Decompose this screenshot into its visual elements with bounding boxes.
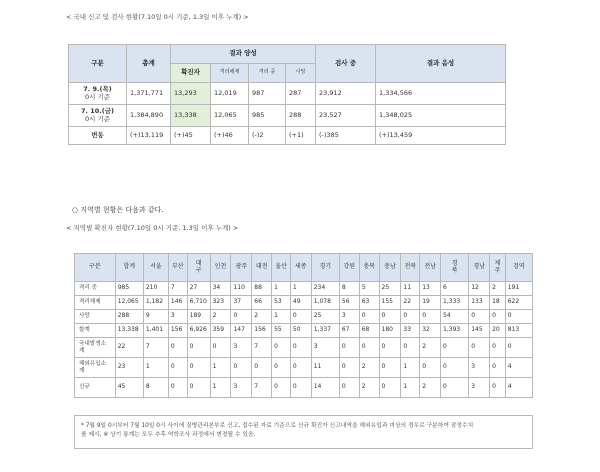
footnote bbox=[74, 415, 533, 449]
table-cell: 67 bbox=[339, 324, 359, 338]
table-cell: 0 bbox=[505, 310, 532, 324]
table-cell: 32 bbox=[420, 324, 441, 338]
cell-total: 1,384,890 bbox=[127, 105, 171, 127]
header-gubun: 구분 bbox=[69, 45, 127, 83]
cell-total: (+)13,119 bbox=[127, 127, 171, 145]
table-cell: 210 bbox=[143, 282, 168, 296]
table-cell: 0 bbox=[490, 310, 506, 324]
table-row bbox=[69, 83, 506, 105]
table-cell: 4 bbox=[505, 378, 532, 398]
table-cell: 156 bbox=[252, 324, 272, 338]
column-header: 세종 bbox=[290, 254, 311, 282]
table-cell: 2 bbox=[210, 310, 231, 324]
cell-testing: 23,527 bbox=[316, 105, 376, 127]
row-label: 격리 중 bbox=[75, 282, 116, 296]
national-status-heading: < 국내 신고 및 검사 현황(7.10일 0시 기준, 1.3일 이후 누계) > bbox=[66, 13, 249, 21]
header-positive: 결과 양성 bbox=[171, 45, 316, 64]
table-cell: 813 bbox=[505, 324, 532, 338]
table-cell: 66 bbox=[252, 296, 272, 310]
table-cell: 1 bbox=[210, 378, 231, 398]
table-cell: 1 bbox=[210, 358, 231, 378]
table-cell: 0 bbox=[168, 338, 187, 358]
row-label: 사망 bbox=[75, 310, 116, 324]
table-cell: 1 bbox=[401, 378, 420, 398]
table-cell: 1 bbox=[290, 282, 311, 296]
column-header: 검역 bbox=[505, 254, 532, 282]
table-cell: 0 bbox=[290, 378, 311, 398]
table-cell: 56 bbox=[339, 296, 359, 310]
table-cell: 2 bbox=[490, 282, 506, 296]
header-testing: 검사 중 bbox=[316, 45, 376, 83]
table-cell: 2 bbox=[420, 378, 441, 398]
table-cell: 3 bbox=[339, 310, 359, 324]
table-cell: 5 bbox=[359, 282, 379, 296]
table-cell: 25 bbox=[311, 310, 339, 324]
column-header: 합계 bbox=[115, 254, 143, 282]
table-cell: 1,337 bbox=[311, 324, 339, 338]
table-cell: 0 bbox=[441, 378, 469, 398]
cell-released: 12,065 bbox=[211, 105, 249, 127]
footnote-line-1: * 7월 9일 0시부터 7월 10일 0시 사이에 질병관리본부로 신고, 접수된 자료 기준으로 신규 확진자 신고내역을 해외유입과 미상의 경우로 구분하여 잠정수치 bbox=[81, 423, 474, 429]
table-cell: 4 bbox=[505, 358, 532, 378]
table-cell: 0 bbox=[490, 378, 506, 398]
table-cell: 0 bbox=[441, 358, 469, 378]
table-cell: 7 bbox=[252, 378, 272, 398]
table-cell: 1,078 bbox=[311, 296, 339, 310]
column-header: 인천 bbox=[210, 254, 231, 282]
table-cell: 288 bbox=[115, 310, 143, 324]
table-cell: 0 bbox=[168, 358, 187, 378]
regional-table bbox=[74, 253, 533, 398]
table-cell: 11 bbox=[401, 282, 420, 296]
row-label: 해외유입소 계 bbox=[75, 358, 116, 378]
column-header: 구분 bbox=[75, 254, 116, 282]
table-header-row bbox=[75, 254, 533, 282]
table-cell: 156 bbox=[168, 324, 187, 338]
header-released: 격리해제 bbox=[211, 64, 249, 83]
table-cell: 0 bbox=[379, 310, 401, 324]
table-cell: 7 bbox=[252, 338, 272, 358]
table-cell: 33 bbox=[401, 324, 420, 338]
table-cell: 0 bbox=[359, 310, 379, 324]
cell-testing: 23,912 bbox=[316, 83, 376, 105]
table-cell: 189 bbox=[187, 310, 210, 324]
table-row bbox=[75, 324, 533, 338]
table-cell: 0 bbox=[252, 358, 272, 378]
table-row bbox=[75, 282, 533, 296]
cell-negative: (+)13,459 bbox=[376, 127, 506, 145]
table-cell: 8 bbox=[143, 378, 168, 398]
table-cell: 9 bbox=[143, 310, 168, 324]
column-header: 대 구 bbox=[187, 254, 210, 282]
table-cell: 19 bbox=[420, 296, 441, 310]
table-cell: 12,065 bbox=[115, 296, 143, 310]
regional-status-heading: < 지역별 확진자 현황(7.10일 0시 기준, 1.3일 이후 누계) > bbox=[66, 224, 239, 232]
column-header: 제 주 bbox=[490, 254, 506, 282]
table-cell: 0 bbox=[272, 338, 291, 358]
table-cell: 0 bbox=[490, 358, 506, 378]
column-header: 대전 bbox=[252, 254, 272, 282]
table-cell: 55 bbox=[272, 324, 291, 338]
cell-released: (+)46 bbox=[211, 127, 249, 145]
table-cell: 0 bbox=[168, 378, 187, 398]
row-label: 신규 bbox=[75, 378, 116, 398]
table-cell: 180 bbox=[379, 324, 401, 338]
cell-negative: 1,348,025 bbox=[376, 105, 506, 127]
table-row bbox=[75, 378, 533, 398]
table-cell: 3 bbox=[469, 378, 490, 398]
table-cell: 110 bbox=[231, 282, 252, 296]
table-cell: 12 bbox=[469, 282, 490, 296]
table-cell: 0 bbox=[379, 358, 401, 378]
cell-testing: (-)385 bbox=[316, 127, 376, 145]
table-cell: 1 bbox=[272, 282, 291, 296]
table-cell: 323 bbox=[210, 296, 231, 310]
row-label: 7. 10.(금) 0시 기준 bbox=[69, 105, 127, 127]
table-row bbox=[75, 310, 533, 324]
cell-isolating: 985 bbox=[249, 105, 286, 127]
header-negative: 결과 음성 bbox=[376, 45, 506, 83]
header-isolating: 격리 중 bbox=[249, 64, 286, 83]
table-cell: 3 bbox=[311, 338, 339, 358]
table-cell: 155 bbox=[379, 296, 401, 310]
table-cell: 54 bbox=[441, 310, 469, 324]
table-cell: 63 bbox=[359, 296, 379, 310]
table-cell: 50 bbox=[290, 324, 311, 338]
table-cell: 1,182 bbox=[143, 296, 168, 310]
table-cell: 37 bbox=[231, 296, 252, 310]
table-cell: 6,926 bbox=[187, 324, 210, 338]
table-cell: 145 bbox=[469, 324, 490, 338]
row-label: 격리해제 bbox=[75, 296, 116, 310]
table-cell: 146 bbox=[168, 296, 187, 310]
table-cell: 25 bbox=[379, 282, 401, 296]
table-cell: 622 bbox=[505, 296, 532, 310]
table-cell: 191 bbox=[505, 282, 532, 296]
cell-isolating: 987 bbox=[249, 83, 286, 105]
table-cell: 68 bbox=[359, 324, 379, 338]
header-confirmed: 확진자 bbox=[171, 64, 211, 83]
cell-isolating: (-)2 bbox=[249, 127, 286, 145]
cell-deaths: 287 bbox=[286, 83, 316, 105]
column-header: 부산 bbox=[168, 254, 187, 282]
cell-total: 1,371,771 bbox=[127, 83, 171, 105]
intro-line: ○ 지역별 현황은 다음과 같다. bbox=[72, 206, 164, 214]
table-cell: 0 bbox=[290, 310, 311, 324]
table-cell: 133 bbox=[469, 296, 490, 310]
table-cell: 0 bbox=[272, 358, 291, 378]
table-cell: 0 bbox=[210, 338, 231, 358]
table-cell: 2 bbox=[359, 358, 379, 378]
table-cell: 6,710 bbox=[187, 296, 210, 310]
table-cell: 13,338 bbox=[115, 324, 143, 338]
column-header: 광주 bbox=[231, 254, 252, 282]
table-cell: 22 bbox=[115, 338, 143, 358]
table-cell: 20 bbox=[490, 324, 506, 338]
table-cell: 147 bbox=[231, 324, 252, 338]
table-cell: 8 bbox=[339, 282, 359, 296]
table-cell: 985 bbox=[115, 282, 143, 296]
table-cell: 3 bbox=[469, 358, 490, 378]
column-header: 울산 bbox=[272, 254, 291, 282]
table-cell: 0 bbox=[187, 358, 210, 378]
row-label: 변동 bbox=[69, 127, 127, 145]
cell-confirmed: 13,293 bbox=[171, 83, 211, 105]
table-cell: 1,393 bbox=[441, 324, 469, 338]
table-cell: 1,401 bbox=[143, 324, 168, 338]
table-cell: 2 bbox=[359, 378, 379, 398]
table-cell: 13 bbox=[420, 282, 441, 296]
cell-negative: 1,334,566 bbox=[376, 83, 506, 105]
column-header: 전북 bbox=[401, 254, 420, 282]
table-cell: 0 bbox=[187, 378, 210, 398]
table-row bbox=[75, 296, 533, 310]
column-header: 충남 bbox=[379, 254, 401, 282]
table-row bbox=[69, 105, 506, 127]
row-label: 국내발생소 계 bbox=[75, 338, 116, 358]
table-row bbox=[69, 127, 506, 145]
table-cell: 0 bbox=[420, 310, 441, 324]
footnote-line-2: 를 제시, ※ 상기 통계는 모두 추후 역학조사 과정에서 변경될 수 있음. bbox=[81, 431, 256, 438]
table-cell: 49 bbox=[290, 296, 311, 310]
table-cell: 11 bbox=[311, 358, 339, 378]
table-cell: 18 bbox=[490, 296, 506, 310]
table-cell: 88 bbox=[252, 282, 272, 296]
row-label: 7. 9.(목) 0시 기준 bbox=[69, 83, 127, 105]
table-cell: 3 bbox=[168, 310, 187, 324]
table-cell: 34 bbox=[210, 282, 231, 296]
table-cell: 0 bbox=[420, 358, 441, 378]
cell-confirmed: (+)45 bbox=[171, 127, 211, 145]
table-cell: 27 bbox=[187, 282, 210, 296]
table-cell: 0 bbox=[187, 338, 210, 358]
table-cell: 359 bbox=[210, 324, 231, 338]
cell-released: 12,019 bbox=[211, 83, 249, 105]
table-cell: 234 bbox=[311, 282, 339, 296]
column-header: 강원 bbox=[339, 254, 359, 282]
table-row bbox=[75, 358, 533, 378]
header-total: 총계 bbox=[127, 45, 171, 83]
table-cell: 0 bbox=[469, 338, 490, 358]
table-cell: 0 bbox=[379, 378, 401, 398]
table-cell: 2 bbox=[420, 338, 441, 358]
table-row bbox=[75, 338, 533, 358]
table-cell: 14 bbox=[311, 378, 339, 398]
table-cell: 45 bbox=[115, 378, 143, 398]
table-cell: 3 bbox=[231, 338, 252, 358]
table-cell: 0 bbox=[359, 338, 379, 358]
table-cell: 7 bbox=[168, 282, 187, 296]
column-header: 경기 bbox=[311, 254, 339, 282]
table-cell: 0 bbox=[290, 358, 311, 378]
column-header: 경 북 bbox=[441, 254, 469, 282]
table-cell: 6 bbox=[441, 282, 469, 296]
table-cell: 0 bbox=[490, 338, 506, 358]
table-cell: 53 bbox=[272, 296, 291, 310]
column-header: 경남 bbox=[469, 254, 490, 282]
cell-deaths: 288 bbox=[286, 105, 316, 127]
table-cell: 0 bbox=[379, 338, 401, 358]
table-cell: 0 bbox=[339, 378, 359, 398]
column-header: 충북 bbox=[359, 254, 379, 282]
table-cell: 0 bbox=[469, 310, 490, 324]
table-cell: 0 bbox=[339, 338, 359, 358]
table-cell: 0 bbox=[290, 338, 311, 358]
table-cell: 2 bbox=[252, 310, 272, 324]
row-label: 합계 bbox=[75, 324, 116, 338]
table-cell: 0 bbox=[441, 338, 469, 358]
cell-confirmed: 13,338 bbox=[171, 105, 211, 127]
table-cell: 0 bbox=[231, 310, 252, 324]
table-cell: 0 bbox=[505, 338, 532, 358]
table-cell: 0 bbox=[272, 378, 291, 398]
column-header: 서울 bbox=[143, 254, 168, 282]
table-cell: 0 bbox=[401, 310, 420, 324]
table-cell: 1 bbox=[401, 358, 420, 378]
table-cell: 7 bbox=[143, 338, 168, 358]
national-test-table bbox=[68, 44, 506, 145]
table-cell: 0 bbox=[231, 358, 252, 378]
table-cell: 22 bbox=[401, 296, 420, 310]
table-cell: 0 bbox=[339, 358, 359, 378]
cell-deaths: (+1) bbox=[286, 127, 316, 145]
table-cell: 1 bbox=[143, 358, 168, 378]
table-cell: 1,333 bbox=[441, 296, 469, 310]
table-cell: 3 bbox=[231, 378, 252, 398]
table-cell: 1 bbox=[272, 310, 291, 324]
table-cell: 0 bbox=[401, 338, 420, 358]
header-deaths: 사망 bbox=[286, 64, 316, 83]
column-header: 전남 bbox=[420, 254, 441, 282]
table-cell: 23 bbox=[115, 358, 143, 378]
